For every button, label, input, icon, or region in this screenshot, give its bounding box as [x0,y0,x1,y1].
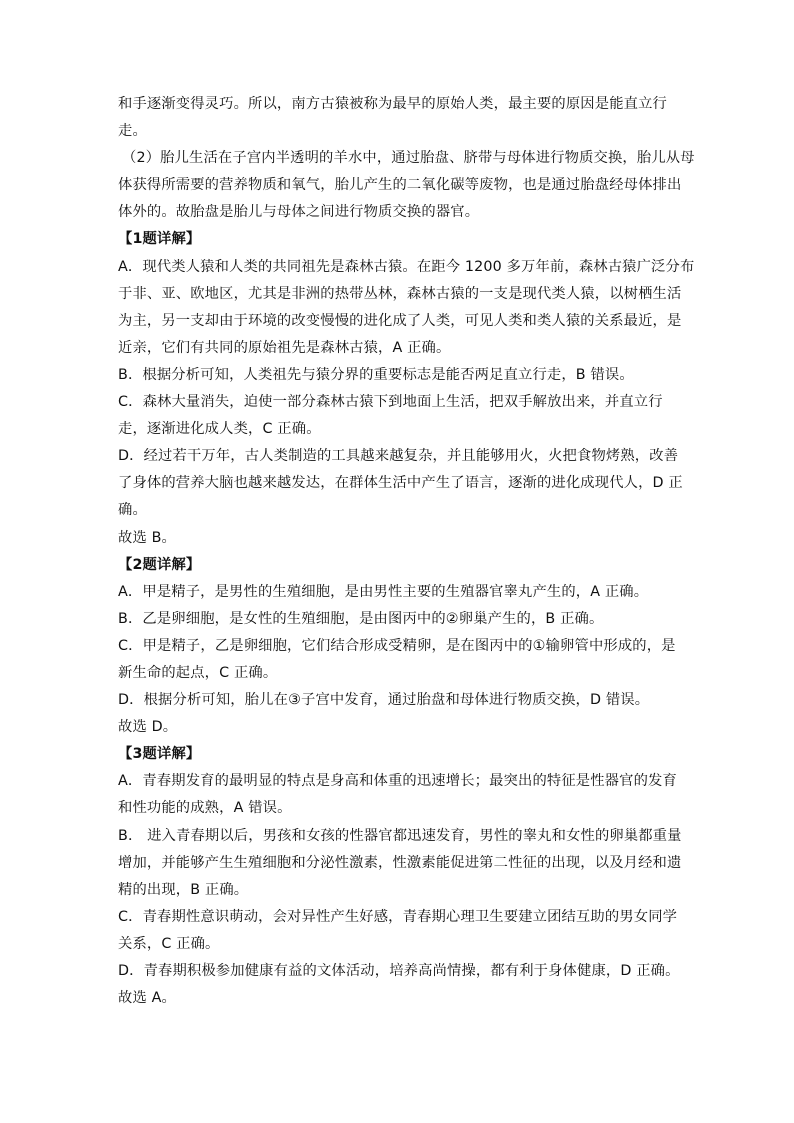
answer-line: 故选 D。 [118,719,178,736]
section-heading: 【2题详解】 [118,556,201,573]
text-line: 走，逐渐进化成人类，C 正确。 [118,421,321,438]
text-line: C．甲是精子，乙是卵细胞，它们结合形成受精卵，是在图丙中的①输卵管中形成的，是 [118,637,676,654]
text-line: 精的出现，B 正确。 [118,881,249,898]
section-heading: 【3题详解】 [118,746,201,763]
text-line: 增加，并能够产生生殖细胞和分泌性激素，性激素能促进第二性征的出现，以及月经和遗 [118,854,682,871]
text-line: 于非、亚、欧地区，尤其是非洲的热带丛林，森林古猿的一支是现代类人猿，以树栖生活 [118,285,682,302]
text-line: 体获得所需要的营养物质和氧气，胎儿产生的二氧化碳等废物，也是通过胎盘经母体排出 [118,177,682,194]
text-line: A．青春期发育的最明显的特点是身高和体重的迅速增长；最突出的特征是性器官的发育 [118,773,677,790]
text-line: 为主，另一支却由于环境的改变慢慢的进化成了人类，可见人类和类人猿的关系最近，是 [118,312,682,329]
document-page [118,91,695,1012]
text-line: C．青春期性意识萌动，会对异性产生好感，青春期心理卫生要建立团结互助的男女同学 [118,908,678,925]
section-heading: 【1题详解】 [118,231,201,248]
answer-line: 故选 A。 [118,990,176,1007]
text-line: B．根据分析可知，人类祖先与猿分界的重要标志是能否两足直立行走，B 错误。 [118,366,634,383]
text-line: 关系，C 正确。 [118,935,220,952]
text-line: A．甲是精子，是男性的生殖细胞，是由男性主要的生殖器官睾丸产生的，A 正确。 [118,583,649,600]
text-line: 确。 [118,502,147,519]
text-line: （2）胎儿生活在子宫内半透明的羊水中，通过胎盘、脐带与母体进行物质交换，胎儿从母 [122,150,695,167]
answer-line: 故选 B。 [118,529,176,546]
text-line: 近亲，它们有共同的原始祖先是森林古猿，A 正确。 [118,339,451,356]
text-line: 和性功能的成熟，A 错误。 [118,800,292,817]
text-line: D．经过若干万年，古人类制造的工具越来越复杂，并且能够用火，火把食物烤熟，改善 [118,448,679,465]
text-line: D．根据分析可知，胎儿在③子宫中发育，通过胎盘和母体进行物质交换，D 错误。 [118,692,650,709]
text-line: 和手逐渐变得灵巧。所以，南方古猿被称为最早的原始人类，最主要的原因是能直立行 [118,96,667,112]
text-line: A．现代类人猿和人类的共同祖先是森林古猿。在距今 1200 多万年前，森林古猿广泛分布 [118,258,695,275]
text-line: 走。 [118,123,147,140]
text-line: 新生命的起点，C 正确。 [118,664,278,681]
text-line: C．森林大量消失，迫使一部分森林古猿下到地面上生活，把双手解放出来，并直立行 [118,394,663,411]
text-line: 体外的。故胎盘是胎儿与母体之间进行物质交换的器官。 [118,204,480,221]
text-line: B． 进入青春期以后，男孩和女孩的性器官都迅速发育，男性的睾丸和女性的卵巢都重量 [118,827,682,844]
text-line: 了身体的营养大脑也越来越发达，在群体生活中产生了语言，逐渐的进化成现代人，D 正 [118,475,683,492]
text-line: B．乙是卵细胞，是女性的生殖细胞，是由图丙中的②卵巢产生的，B 正确。 [118,610,604,627]
text-line: D．青春期积极参加健康有益的文体活动，培养高尚情操，都有利于身体健康，D 正确。 [118,963,680,979]
